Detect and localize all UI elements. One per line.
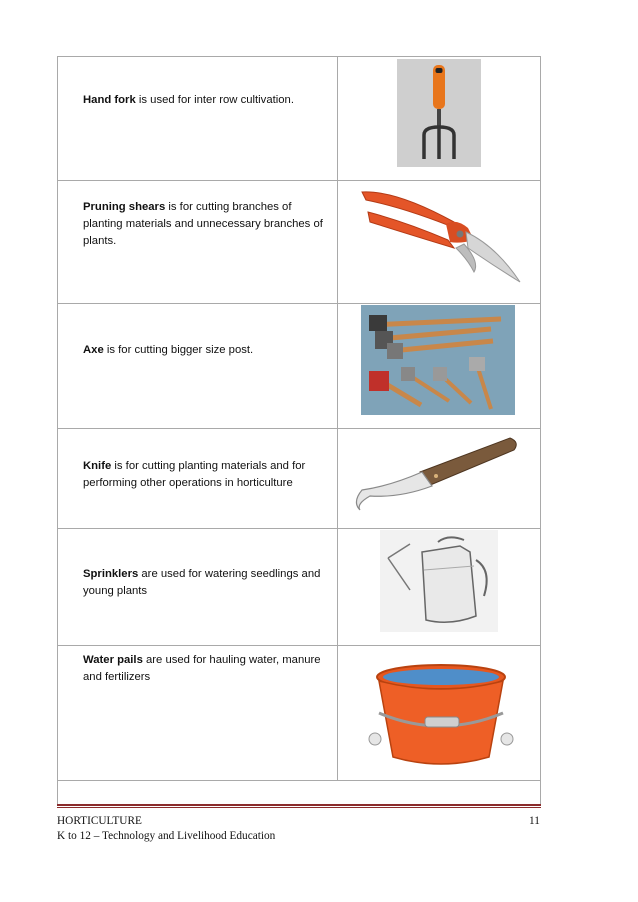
row-divider — [57, 780, 541, 781]
column-divider — [337, 56, 338, 780]
row-description-axe — [83, 342, 328, 359]
row-description-pruning-shears — [83, 199, 328, 250]
row-description-knife — [83, 458, 328, 492]
row-text: is for cutting planting materials and for performing other operations in horticulture — [83, 460, 306, 489]
row-text: is for cutting branches of planting materials and unnecessary branches of plants. — [83, 201, 323, 247]
footer-rule — [57, 804, 541, 806]
sprinkler-can-image — [380, 530, 498, 632]
row-description-hand-fork — [83, 92, 328, 109]
row-term: Water pails — [83, 654, 143, 666]
row-description-sprinklers — [83, 566, 328, 600]
water-pail-image — [365, 659, 517, 771]
row-text: is for cutting bigger size post. — [103, 344, 254, 356]
knife-image — [350, 432, 520, 514]
footer-subject: HORTICULTURE — [57, 815, 142, 827]
row-divider — [57, 645, 541, 646]
row-term: Pruning shears — [83, 201, 166, 213]
row-description-water-pails — [83, 652, 328, 686]
pruning-shears-image — [356, 182, 524, 286]
row-term: Axe — [83, 344, 104, 356]
row-text: is used for inter row cultivation. — [135, 94, 294, 106]
row-divider — [57, 303, 541, 304]
row-term: Hand fork — [83, 94, 136, 106]
axe-set-image — [361, 305, 515, 415]
row-term: Knife — [83, 460, 112, 472]
row-divider — [57, 528, 541, 529]
row-text: are used for watering seedlings and young plants — [83, 568, 321, 597]
row-divider — [57, 428, 541, 429]
page-number: 11 — [529, 815, 540, 827]
hand-fork-image — [397, 59, 481, 167]
footer-rule-thin — [57, 807, 541, 808]
row-divider — [57, 180, 541, 181]
row-term: Sprinklers — [83, 568, 139, 580]
row-text: are used for hauling water, manure and fertilizers — [83, 654, 321, 683]
footer-course: K to 12 – Technology and Livelihood Education — [57, 830, 276, 842]
